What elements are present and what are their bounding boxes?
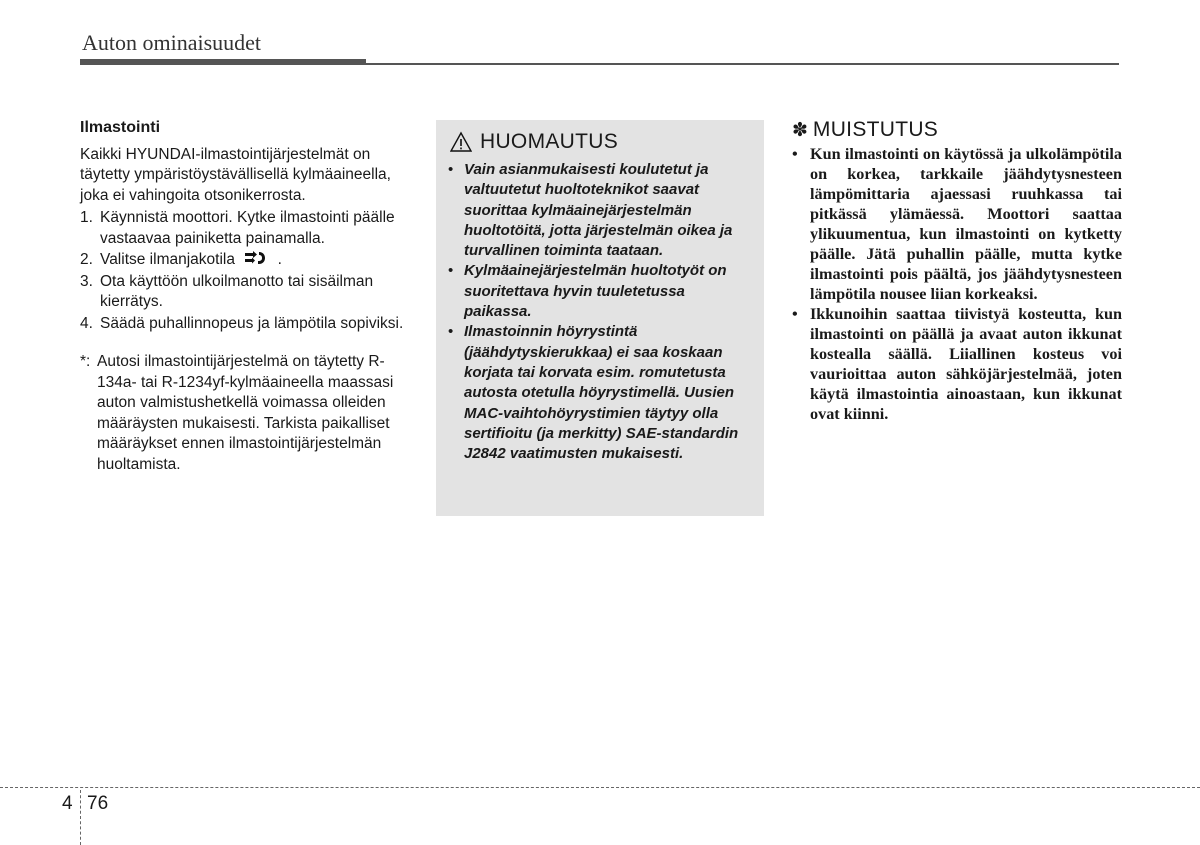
left-column [80,118,410,475]
note-item-text: Ikkunoihin saattaa tiivistyä kosteutta, kun ilmastointi on päällä ja avaat auton ikkunat kostealla säällä. Liiallinen kosteus voi vaurioittaa auton sähköjärjestelmää, joten käytä ilmastointia ainoastaan, kun ikkunat ovat kiinni. [810,305,1122,423]
note-item [792,304,1122,424]
step-text: Käynnistä moottori. Kytke ilmastointi päälle vastaavaa painiketta painamalla. [100,209,395,247]
caution-item [448,322,756,464]
step-number: 1. [80,209,93,226]
vent-mode-icon [243,250,267,266]
page-header-title: Auton ominaisuudet [82,30,262,55]
caution-item-text: Ilmastoinnin höyrystintä (jäähdytyskierukkaa) ei saa koskaan korjata tai korvata esim. romutetusta autosta otetulla höyrystimellä. Uusien MAC-vaihtohöyrystimien täytyy olla sertifioitu (ja merkitty) SAE-standardin J2842 vaatimusten mukaisesti. [464,323,739,463]
step-item [80,250,410,271]
step-item [80,272,410,313]
caution-item [448,160,756,261]
step-item [80,314,410,335]
footnote [80,352,410,475]
bullet: • [792,305,798,323]
step-item [80,208,410,249]
note-item-text: Kun ilmastointi on käytössä ja ulkolämpötila on korkea, tarkkaile jäähdytysnesteen lämpömittaria ajaessasi ruuhkassa tai pitkässä ylämäessä. Moottori saattaa ylikuumentua, kun ilmastointi on kytketty päälle. Jätä puhallin päälle, mutta kytke ilmastointi pois päältä, jos jäähdytysnesteen lämpötila nousee liian korkeaksi. [810,145,1122,303]
bullet: • [448,323,454,341]
warning-triangle-icon [450,131,472,153]
caution-item-text: Vain asianmukaisesti koulutetut ja valtuutetut huoltoteknikot saavat suorittaa kylmäainejärjestelmän huoltotöitä, jotta järjestelmän oikea ja turvallinen toiminta taataan. [464,161,733,260]
step-text-before-icon: Valitse ilmanjakotila [100,251,235,268]
step-text: Ota käyttöön ulkoilmanotto tai sisäilman kierrätys. [100,272,374,310]
chapter-number: 4 [62,793,73,814]
intro-paragraph: Kaikki HYUNDAI-ilmastointijärjestelmät on täytetty ympäristöystävällisellä kylmäaineella, joka ei vahingoita otsonikerrosta. [80,145,391,204]
page-number: 76 [87,793,109,814]
caution-list [448,160,756,464]
caution-item [448,261,756,322]
step-text-after-icon: . [277,251,282,268]
footer-rule [0,787,1200,788]
note-item [792,144,1122,304]
header-rule-thin [366,63,1119,65]
footnote-mark: *: [80,353,91,370]
footer-divider [80,790,81,845]
steps-list [80,208,410,334]
caution-item-text: Kylmäainejärjestelmän huoltotyöt on suoritettava hyvin tuuletetussa paikassa. [464,262,727,321]
caution-title: HUOMAUTUS [480,130,619,153]
asterisk-icon: ✽ [792,119,808,141]
bullet: • [448,262,454,280]
footnote-text: Autosi ilmastointijärjestelmä on täytetty R-134a- tai R-1234yf-kylmäaineella maassasi auton valmistushetkellä voimassa olleiden määräysten mukaisesti. Tarkista paikalliset määräykset ennen ilmastointijärjestelmän huoltamista. [97,353,394,473]
bullet: • [448,161,454,178]
bullet: • [792,145,798,163]
step-number: 4. [80,314,93,332]
header-rule-thick [80,59,366,65]
step-number: 2. [80,251,93,268]
step-text: Säädä puhallinnopeus ja lämpötila sopiviksi. [100,314,404,332]
caution-header [450,130,618,154]
note-title: MUISTUTUS [812,118,939,141]
step-text [100,250,410,271]
caution-box [436,120,764,516]
step-number: 3. [80,272,93,290]
note-column [792,118,1122,424]
note-list [792,144,1122,424]
note-header [792,118,1122,142]
section-heading: Ilmastointi [80,119,161,136]
